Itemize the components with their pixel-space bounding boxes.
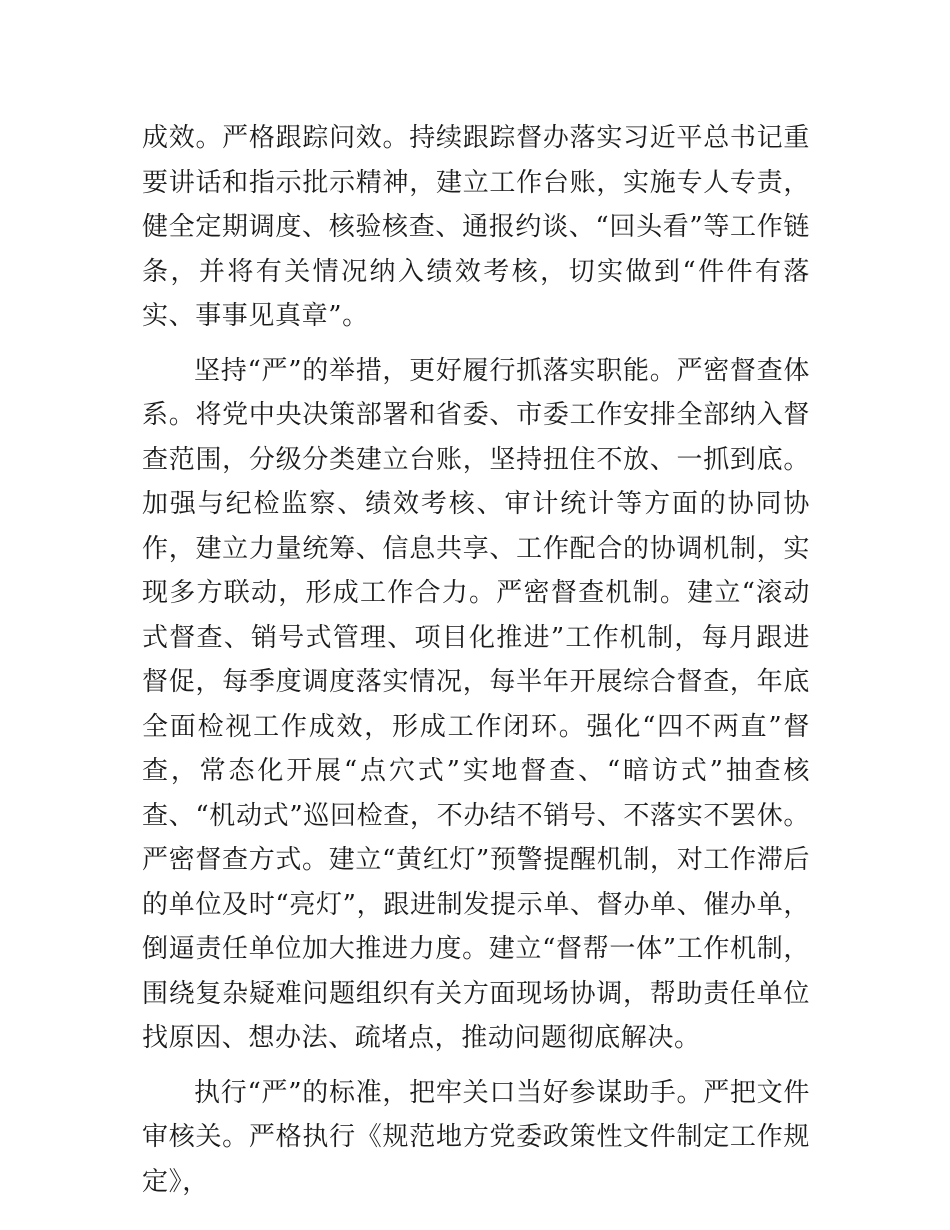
paragraph-continuation: 成效。严格跟踪问效。持续跟踪督办落实习近平总书记重要讲话和指示批示精神，建立工作台账，实施专人专责，健全定期调度、核验核查、通报约谈、“回头看”等工作链条，并将有关情况纳入绩效考核，切实做到“件件有落实、事事见真章”。	[142, 123, 810, 331]
paragraph-review-standards: 执行“严”的标准，把牢关口当好参谋助手。严把文件审核关。严格执行《规范地方党委政策性文件制定工作规定》，	[142, 1077, 810, 1197]
document-body	[142, 116, 810, 1204]
paragraph-supervision-measures: 坚持“严”的举措，更好履行抓落实职能。严密督查体系。将党中央决策部署和省委、市委工作安排全部纳入督查范围，分级分类建立台账，坚持扭住不放、一抓到底。加强与纪检监察、绩效考核、审计统计等方面的协同协作，建立力量统筹、信息共享、工作配合的协调机制，实现多方联动，形成工作合力。严密督查机制。建立“滚动式督查、销号式管理、项目化推进”工作机制，每月跟进督促，每季度调度落实情况，每半年开展综合督查，年底全面检视工作成效，形成工作闭环。强化“四不两直”督查，常态化开展“点穴式”实地督查、“暗访式”抽查核查、“机动式”巡回检查，不办结不销号、不落实不罢休。严密督查方式。建立“黄红灯”预警提醒机制，对工作滞后的单位及时“亮灯”，跟进制发提示单、督办单、催办单，倒逼责任单位加大推进力度。建立“督帮一体”工作机制，围绕复杂疑难问题组织有关方面现场协调，帮助责任单位找原因、想办法、疏堵点，推动问题彻底解决。	[142, 355, 810, 1053]
